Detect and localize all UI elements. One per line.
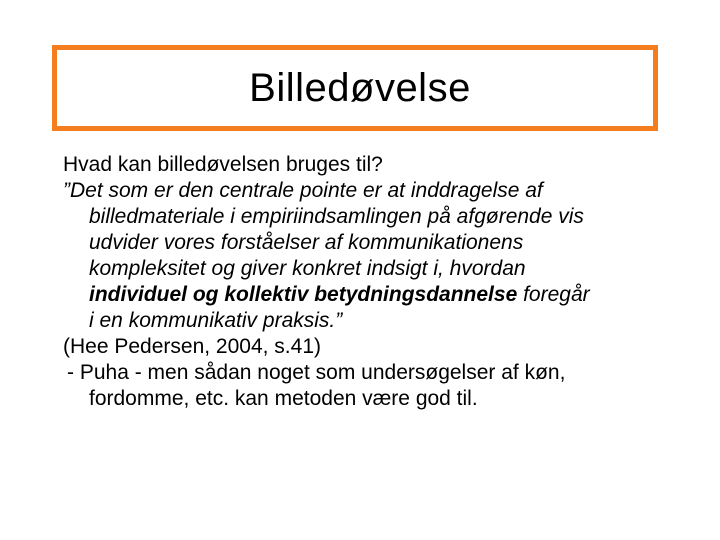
quote-line-1: ”Det som er den centrale pointe er at inddragelse af xyxy=(63,179,543,202)
slide-body xyxy=(63,152,693,412)
quote-emphasis: individuel og kollektiv betydningsdannelse xyxy=(89,283,518,306)
citation-text: (Hee Pedersen, 2004, s.41) xyxy=(63,335,321,358)
quote-line-2: billedmateriale i empiriindsamlingen på afgørende vis xyxy=(89,205,584,228)
question-text: Hvad kan billedøvelsen bruges til? xyxy=(63,153,383,176)
comment-line-2: fordomme, etc. kan metoden være god til. xyxy=(89,387,478,410)
quote-line-5-rest: foregår xyxy=(517,283,590,306)
quote-line-3: udvider vores forståelser af kommunikationens xyxy=(89,231,524,254)
quote-line-5 xyxy=(63,282,693,308)
slide-title: Billedøvelse xyxy=(249,65,471,110)
quote-line-4: kompleksitet og giver konkret indsigt i, hvordan xyxy=(89,257,526,280)
comment-line-1: - Puha - men sådan noget som undersøgelser af køn, xyxy=(67,361,566,384)
title-box xyxy=(52,45,658,131)
quote-line-6: i en kommunikativ praksis.” xyxy=(89,309,343,332)
